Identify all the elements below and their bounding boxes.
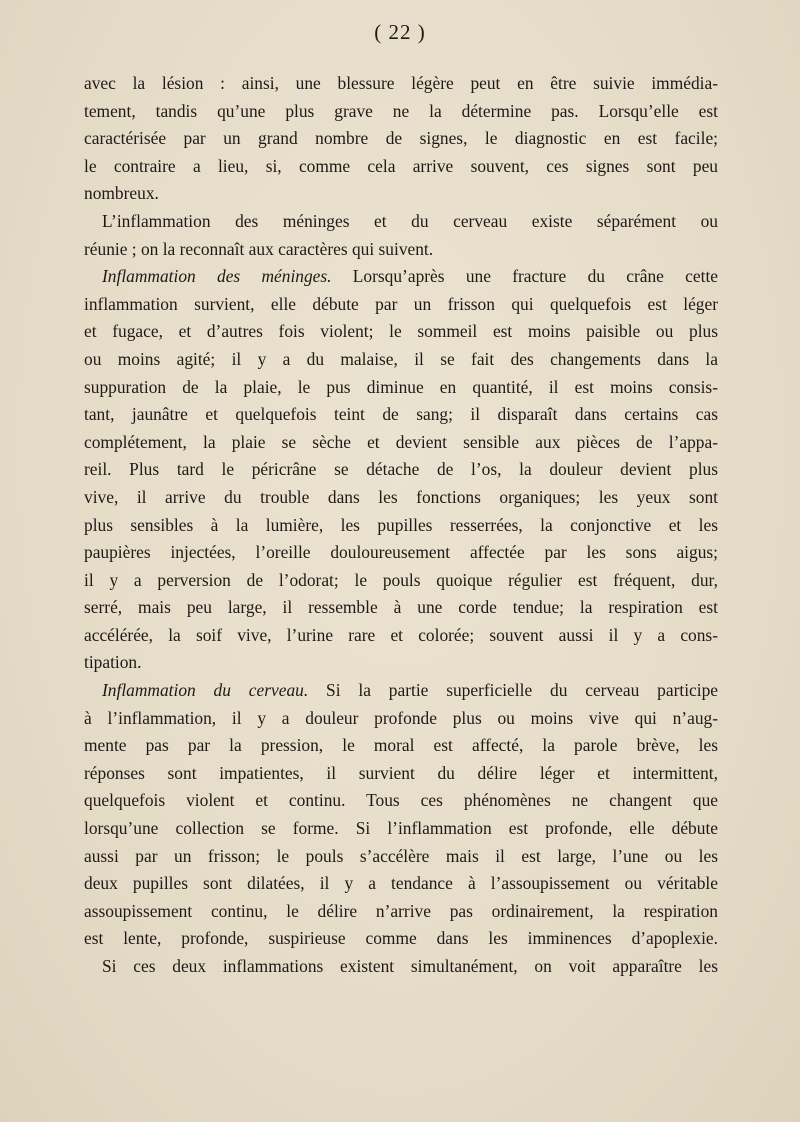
text-line: Si ces deux inflammations existent simultanément, on voit apparaître les <box>102 956 718 976</box>
text-line: inflammation survient, elle débute par un frisson qui quelquefois est léger <box>84 293 718 314</box>
section-heading-line: Inflammation des méninges. Lorsqu’après une fracture du crâne cette <box>102 266 718 287</box>
text-line: il y a perversion de l’odorat; le pouls quoique régulier est fréquent, dur, <box>84 569 718 590</box>
text-line: réponses sont impatientes, il survient du délire léger et intermittent, <box>84 762 718 783</box>
text-line: serré, mais peu large, il ressemble à une corde tendue; la respiration est <box>84 597 718 618</box>
text-line: plus sensibles à la lumière, les pupilles resserrées, la conjonctive et les <box>84 514 718 535</box>
text-line: quelquefois violent et continu. Tous ces phénomènes ne changent que <box>84 790 718 811</box>
section-heading-meninges: Inflammation des méninges. <box>102 266 332 287</box>
text-line: deux pupilles sont dilatées, il y a tendance à l’assoupissement ou véritable <box>84 873 718 894</box>
text-line: L’inflammation des méninges et du cerveau existe séparément ou <box>102 210 718 231</box>
text-line: paupières injectées, l’oreille douloureusement affectée par les sons aigus; <box>84 542 718 563</box>
text-line: vive, il arrive du trouble dans les fonctions organiques; les yeux sont <box>84 486 718 507</box>
page-number: ( 22 ) <box>374 20 426 44</box>
text-line: nombreux. <box>84 183 159 204</box>
text-line: reil. Plus tard le péricrâne se détache de l’os, la douleur devient plus <box>84 459 718 480</box>
text-line: avec la lésion : ainsi, une blessure légère peut en être suivie immédia- <box>84 73 718 93</box>
text-line: tipation. <box>84 652 142 673</box>
body-text <box>84 70 718 981</box>
text-line: est lente, profonde, suspirieuse comme dans les imminences d’apoplexie. <box>84 928 718 949</box>
text-line: lorsqu’une collection se forme. Si l’inflammation est profonde, elle débute <box>84 818 718 839</box>
text-line: accélérée, la soif vive, l’urine rare et colorée; souvent aussi il y a cons- <box>84 624 718 645</box>
text-line: et fugace, et d’autres fois violent; le sommeil est moins paisible ou plus <box>84 321 718 342</box>
text-line: ou moins agité; il y a du malaise, il se fait des changements dans la <box>84 348 718 369</box>
text-line: tement, tandis qu’une plus grave ne la détermine pas. Lorsqu’elle est <box>84 100 718 121</box>
text-line: réunie ; on la reconnaît aux caractères qui suivent. <box>84 238 434 259</box>
text-line: mente pas par la pression, le moral est affecté, la parole brève, les <box>84 735 718 756</box>
text-line: suppuration de la plaie, le pus diminue en quantité, il est moins consis- <box>84 376 718 397</box>
text-line: tant, jaunâtre et quelquefois teint de sang; il disparaît dans certains cas <box>84 404 718 425</box>
text-line: assoupissement continu, le délire n’arrive pas ordinairement, la respiration <box>84 900 718 921</box>
text-line: aussi par un frisson; le pouls s’accélère mais il est large, l’une ou les <box>84 845 718 866</box>
text-line: à l’inflammation, il y a douleur profonde plus ou moins vive qui n’aug- <box>84 707 718 728</box>
text-line: complétement, la plaie se sèche et devient sensible aux pièces de l’appa- <box>84 431 718 452</box>
section-heading-line: Inflammation du cerveau. Si la partie superficielle du cerveau participe <box>102 680 718 701</box>
text-line: le contraire a lieu, si, comme cela arrive souvent, ces signes sont peu <box>84 155 718 176</box>
section-heading-cerveau: Inflammation du cerveau. <box>102 680 309 701</box>
text-line: caractérisée par un grand nombre de signes, le diagnostic en est facile; <box>84 128 718 149</box>
